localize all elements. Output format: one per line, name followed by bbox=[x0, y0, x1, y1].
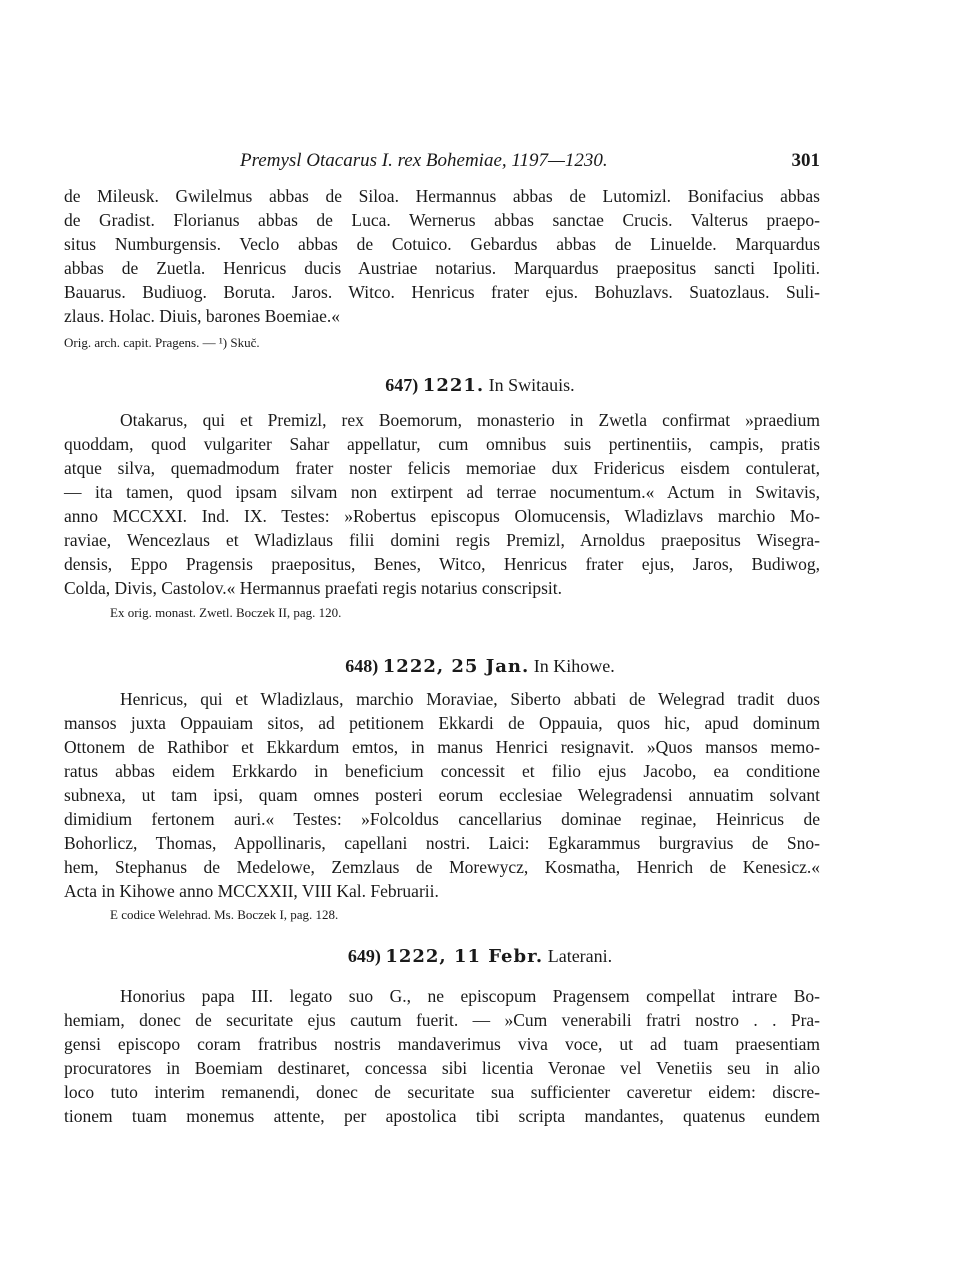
text-line: zlaus. Holac. Diuis, barones Boemiae.« bbox=[64, 306, 341, 326]
text-line: subnexa, ut tam ipsi, quam omnes posteri eorum ecclesiae Welegradensi annuatim solvant bbox=[64, 785, 820, 805]
text-line: Ottonem de Rathibor et Ekkardum emtos, in manus Henrici resignavit. »Quos mansos memo- bbox=[64, 737, 820, 757]
text-line: Henricus, qui et Wladizlaus, marchio Moraviae, Siberto abbati de Welegrad tradit duos bbox=[120, 689, 820, 709]
page-header bbox=[240, 150, 820, 180]
text-line: dimidium fertonem auri.« Testes: »Folcoldus cancellarius dominae reginae, Heinricus de bbox=[64, 809, 820, 829]
text-line: Otakarus, qui et Premizl, rex Boemorum, monasterio in Zwetla confirmat »praedium bbox=[120, 410, 820, 430]
document-date: 1222, 11 Febr. bbox=[385, 946, 544, 967]
text-line: procuratores in Boemiam destinaret, concessa sibi licentia Veronae vel Venetiis seu in alio bbox=[64, 1058, 820, 1078]
text-line: anno MCCXXI. Ind. IX. Testes: »Robertus episcopus Olomucensis, Wladizlavs marchio Mo- bbox=[64, 506, 820, 526]
text-line: Acta in Kihowe anno MCCXXII, VIII Kal. Februarii. bbox=[64, 881, 439, 901]
running-title: Premysl Otacarus I. rex Bohemiae, 1197—1230. bbox=[240, 150, 608, 171]
source-note: Ex orig. monast. Zwetl. Boczek II, pag. 120. bbox=[110, 605, 342, 620]
document-heading-649 bbox=[260, 944, 700, 969]
text-line: ratus abbas eidem Erkkardo in beneficium concessit et filio ejus Jacobo, ea conditione bbox=[64, 761, 820, 781]
text-line: tionem tuam monemus attente, per apostolica tibi scripta mandantes, quatenus eundem bbox=[64, 1106, 820, 1126]
text-line: — ita tamen, quod ipsam silvam non extirpent ad terrae nocumentum.« Actum in Switavis, bbox=[64, 482, 820, 502]
text-line: densis, Eppo Pragensis praepositus, Benes, Witco, Henricus frater ejus, Jaros, Budiwog, bbox=[64, 554, 820, 574]
text-line: Colda, Divis, Castolov.« Hermannus praefati regis notarius conscripsit. bbox=[64, 578, 563, 598]
source-note: Orig. arch. capit. Pragens. — ¹) Skuč. bbox=[64, 335, 260, 350]
text-line: Honorius papa III. legato suo G., ne episcopum Pragensem compellat intrare Bo- bbox=[120, 986, 820, 1006]
text-line: Bauarus. Budiuog. Boruta. Jaros. Witco. Henricus frater ejus. Bohuzlavs. Suatozlaus. Suli- bbox=[64, 282, 820, 302]
source-note: E codice Welehrad. Ms. Boczek I, pag. 128. bbox=[110, 907, 339, 922]
text-line: atque silva, quemadmodum frater noster felicis memoriae dux Fridericus eisdem contulerat, bbox=[64, 458, 820, 478]
document-number: 649) bbox=[347, 946, 381, 966]
text-line: gensi episcopo coram fratribus nostris mandaverimus viva voce, ut ad tuam praesentiam bbox=[64, 1034, 820, 1054]
document-place: In Kihowe. bbox=[533, 656, 615, 676]
text-line: de Gradist. Florianus abbas de Luca. Wernerus abbas sanctae Crucis. Valterus praepo- bbox=[64, 210, 820, 230]
text-line: abbas de Zuetla. Henricus ducis Austriae notarius. Marquardus praepositus sancti Ipoliti. bbox=[64, 258, 820, 278]
document-number: 648) bbox=[345, 656, 379, 676]
document-heading-648 bbox=[260, 654, 700, 679]
text-line: raviae, Wencezlaus et Wladizlaus filii domini regis Premizl, Arnoldus praepositus Wisegra- bbox=[64, 530, 820, 550]
document-heading-647 bbox=[260, 373, 700, 398]
text-line: loco tuto interim remanendi, donec de securitate sua sufficienter caveretur eidem: discre- bbox=[64, 1082, 820, 1102]
document-place: In Switauis. bbox=[488, 375, 575, 395]
document-date: 1222, 25 Jan. bbox=[382, 656, 530, 677]
text-line: Bohorlicz, Thomas, Appollinaris, capellani nostri. Laici: Egkarammus burgravius de Sno- bbox=[64, 833, 820, 853]
document-date: 1221. bbox=[422, 375, 485, 396]
text-line: mansos juxta Oppauiam sitos, ad petitionem Ekkardi de Oppauia, quos hic, apud dominum bbox=[64, 713, 820, 733]
document-number: 647) bbox=[385, 375, 419, 395]
document-place: Laterani. bbox=[547, 946, 613, 966]
text-line: hemiam, donec de securitate ejus cautum fuerit. — »Cum venerabili fratri nostro . . Pra- bbox=[64, 1010, 820, 1030]
text-line: situs Numburgensis. Veclo abbas de Cotuico. Gebardus abbas de Linuelde. Marquardus bbox=[64, 234, 820, 254]
page-number: 301 bbox=[791, 150, 820, 171]
text-line: quoddam, quod vulgariter Sahar appellatur, cum omnibus suis pertinentiis, campis, pratis bbox=[64, 434, 820, 454]
text-line: hem, Stephanus de Medelowe, Zemzlaus de Morewycz, Kosmatha, Henrich de Kenesicz.« bbox=[64, 857, 820, 877]
text-line: de Mileusk. Gwilelmus abbas de Siloa. Hermannus abbas de Lutomizl. Bonifacius abbas bbox=[64, 186, 820, 206]
